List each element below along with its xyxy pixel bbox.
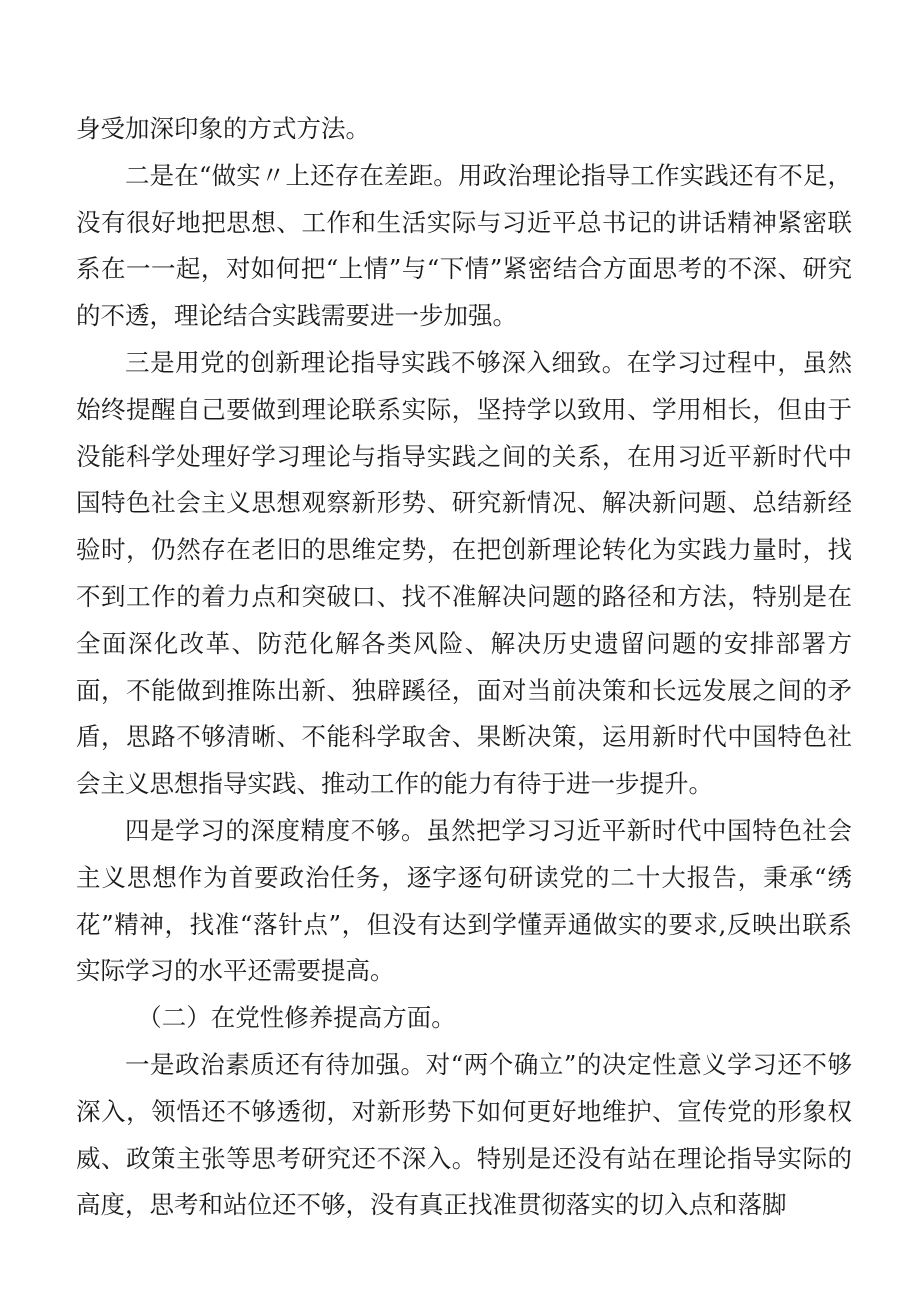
paragraph-point-three: 三是用党的创新理论指导实践不够深入细致。在学习过程中，虽然始终提醒自己要做到理论联系实际，坚持学以致用、学用相长，但由于没能科学处理好学习理论与指导实践之间的关系，在用习近平新时代中国特色社会主义思想观察新形势、研究新情况、解决新问题、总结新经验时，仍然存在老旧的思维定势，在把创新理论转化为实践力量时，找不到工作的着力点和突破口、找不准解决问题的路径和方法，特别是在全面深化改革、防范化解各类风险、解决历史遗留问题的安排部署方面，不能做到推陈出新、独辟蹊径，面对当前决策和长远发展之间的矛盾，思路不够清晰、不能科学取舍、果断决策，运用新时代中国特色社会主义思想指导实践、推动工作的能力有待于进一步提升。 bbox=[76, 347, 852, 799]
paragraph-continuation: 身受加深印象的方式方法。 bbox=[76, 114, 370, 143]
paragraph-point-two: 二是在“做实〃上还存在差距。用政治理论指导工作实践还有不足，没有很好地把思想、工作和生活实际与习近平总书记的讲话精神紧密联系在一一起，对如何把“上情”与“下情”紧密结合方面思考的不深、研究的不透，理论结合实践需要进一步加强。 bbox=[76, 160, 852, 331]
paragraph-point-four: 四是学习的深度精度不够。虽然把学习习近平新时代中国特色社会主义思想作为首要政治任务，逐字逐句研读党的二十大报告，秉承“绣花”精神，找准“落针点”，但没有达到学懂弄通做实的要求,反映出联系实际学习的水平还需要提高。 bbox=[76, 815, 852, 986]
section-heading: （二）在党性修养提高方面。 bbox=[137, 1003, 456, 1033]
document-body bbox=[76, 106, 852, 1229]
paragraph-point-one: 一是政治素质还有待加强。对“两个确立”的决定性意义学习还不够深入，领悟还不够透彻，对新形势下如何更好地维护、宣传党的形象权威、政策主张等思考研究还不深入。特别是还没有站在理论指导实际的高度，思考和站位还不够，没有真正找准贯彻落实的切入点和落脚 bbox=[76, 1049, 852, 1220]
